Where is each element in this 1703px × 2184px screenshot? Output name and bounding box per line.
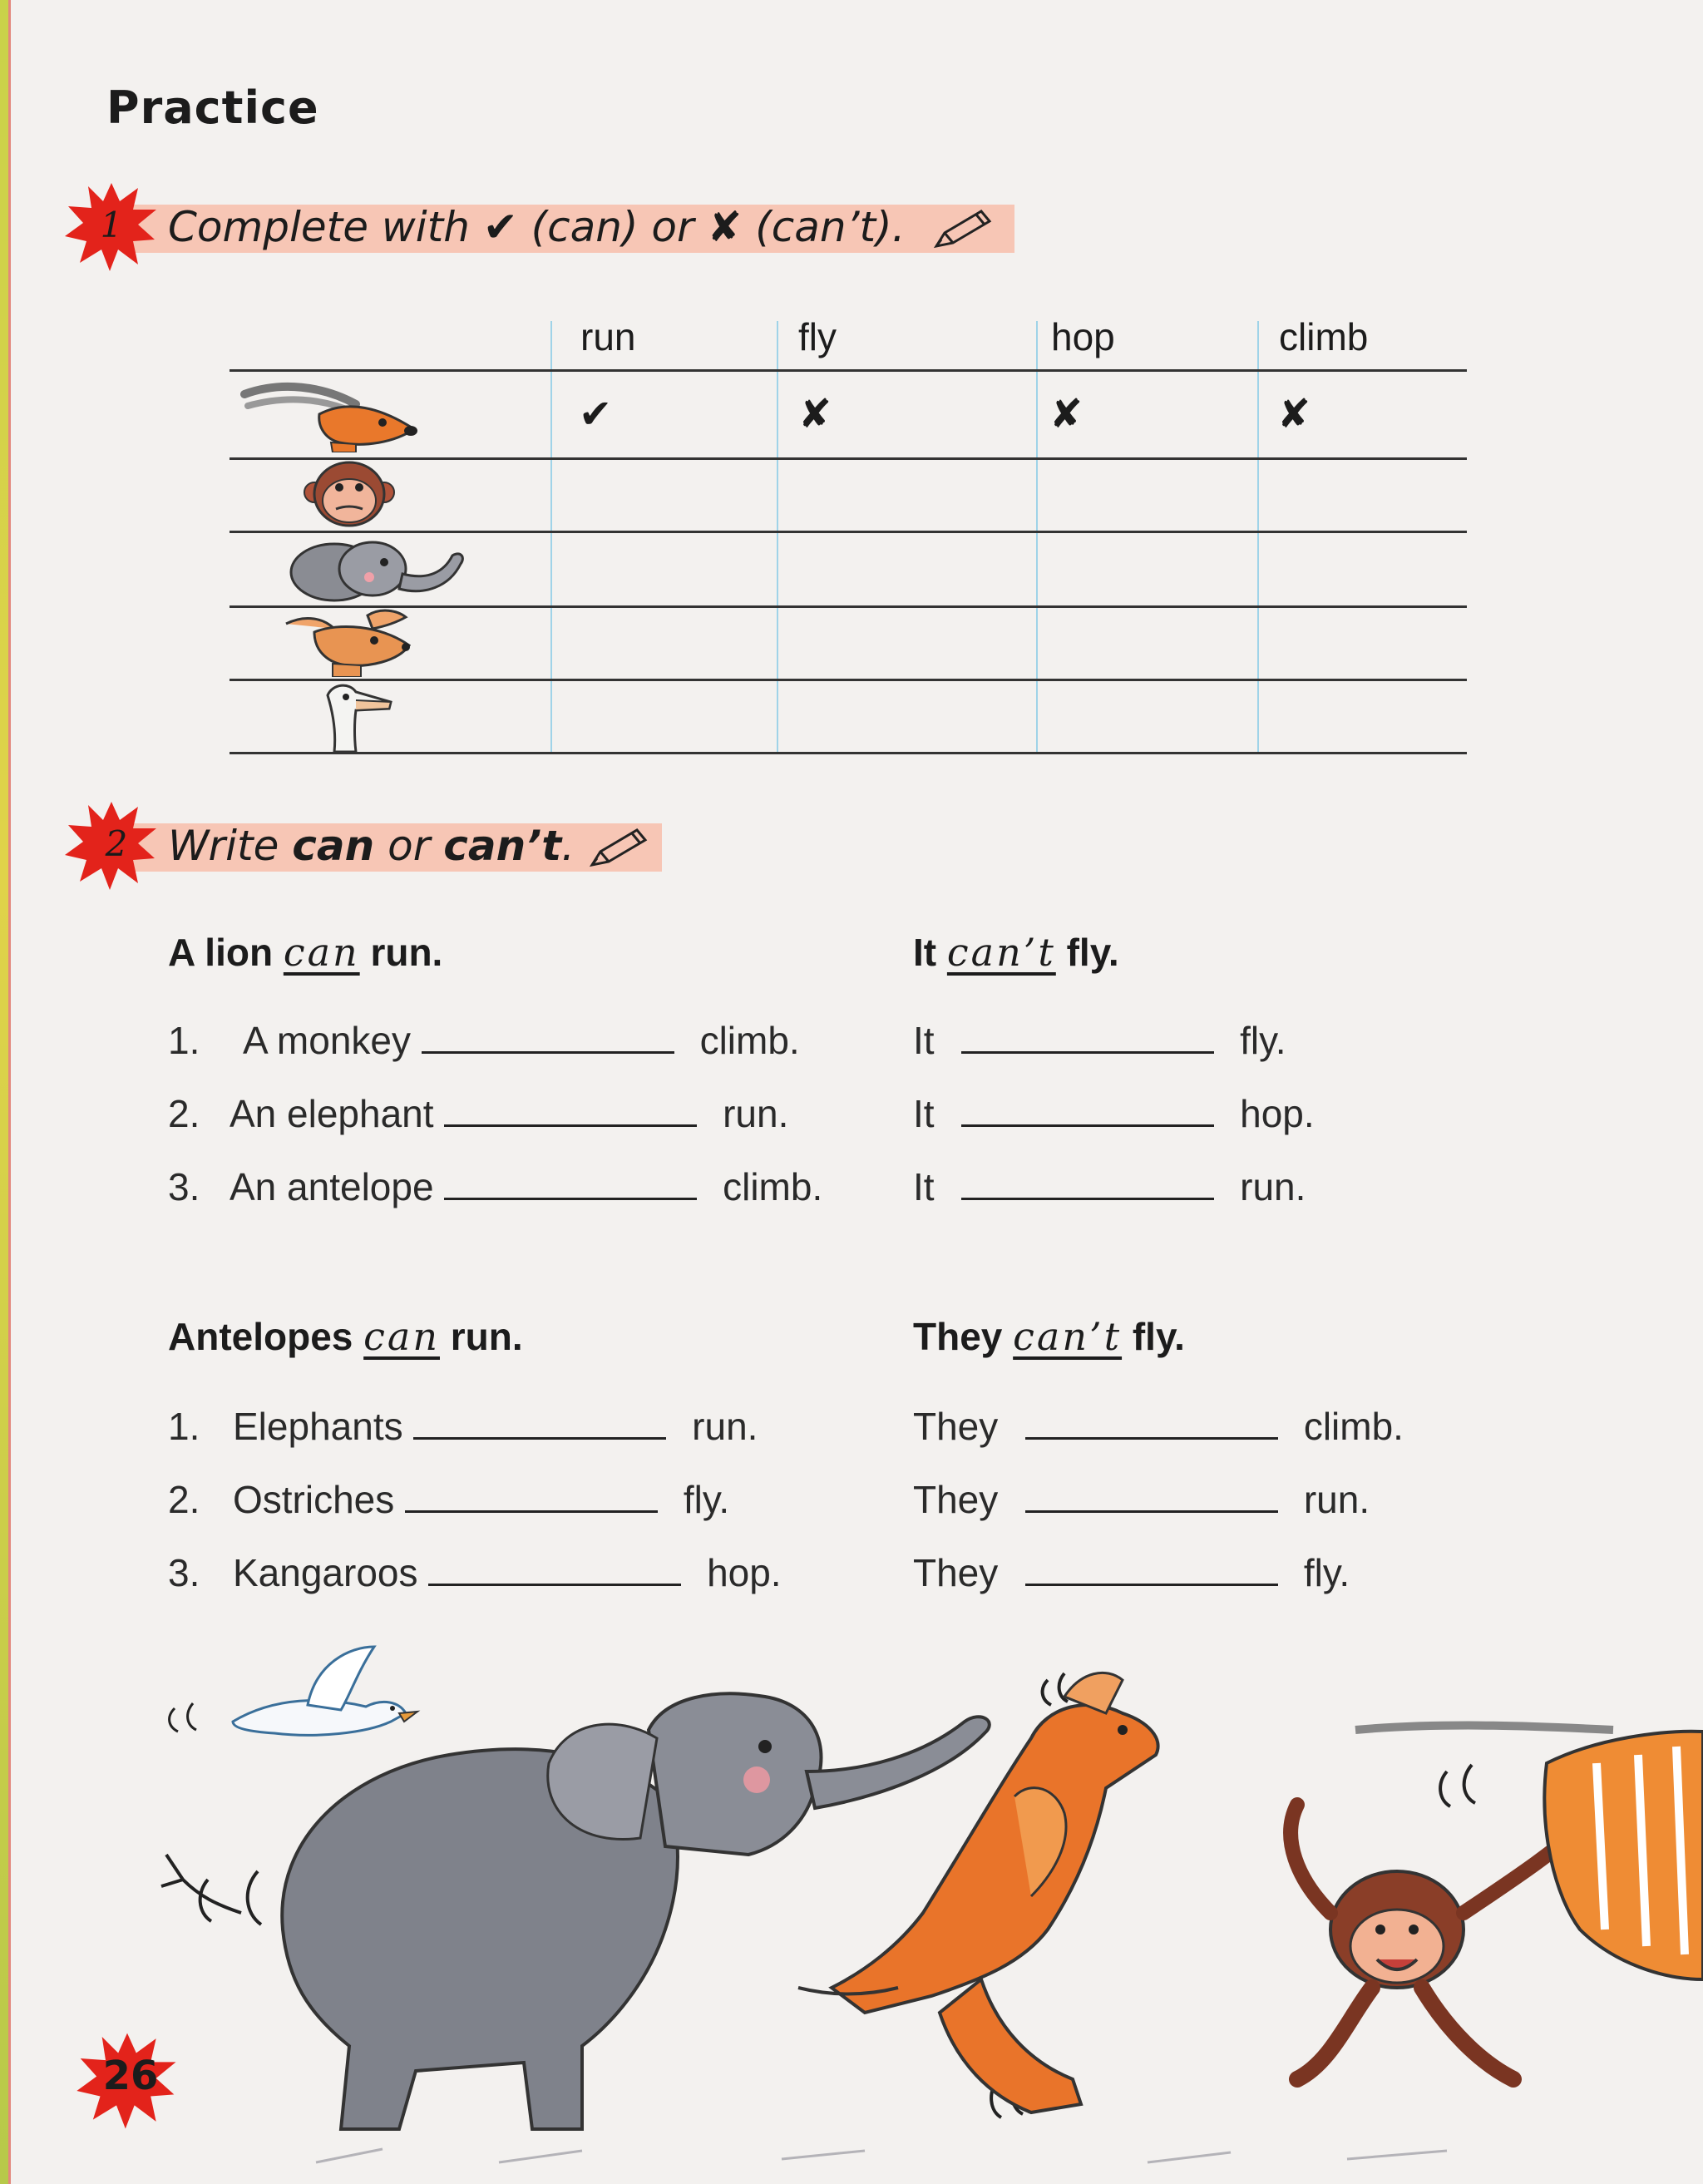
antelope-head-icon bbox=[239, 376, 422, 452]
answer-blank[interactable] bbox=[1025, 1583, 1278, 1586]
handwritten-answer: can’t bbox=[946, 930, 1056, 975]
monkey-head-icon bbox=[303, 459, 396, 529]
column-divider bbox=[550, 321, 552, 752]
column-divider bbox=[777, 321, 778, 752]
mark-antelope-run: ✔ bbox=[579, 391, 613, 437]
exercise-2-instruction bbox=[168, 822, 575, 870]
column-divider bbox=[1257, 321, 1259, 752]
answer-blank[interactable] bbox=[961, 1197, 1214, 1200]
table-rule bbox=[230, 752, 1467, 754]
sentence-item-right: They climb. bbox=[913, 1405, 1404, 1448]
instruction-period: . bbox=[561, 822, 575, 870]
page-number: 26 bbox=[102, 2053, 159, 2099]
kangaroo-head-icon bbox=[281, 607, 414, 677]
cross-icon: ✘ bbox=[707, 203, 743, 251]
page-spine-stripe bbox=[8, 0, 11, 2184]
running-animals-illustration bbox=[150, 1630, 1703, 2179]
page-title: Practice bbox=[106, 82, 319, 134]
column-divider bbox=[1036, 321, 1038, 752]
answer-blank[interactable] bbox=[444, 1197, 697, 1200]
table-rule bbox=[230, 457, 1467, 460]
elephant-head-icon bbox=[286, 532, 469, 604]
elephant-illustration bbox=[161, 1693, 990, 2129]
example-sentence-left: A lion can run. bbox=[168, 930, 443, 975]
instruction-can-text: (can) or bbox=[531, 203, 694, 251]
handwritten-answer: can bbox=[283, 930, 360, 975]
exercise-1-instruction bbox=[168, 203, 906, 251]
answer-blank[interactable] bbox=[444, 1124, 697, 1127]
mark-antelope-fly: ✘ bbox=[798, 391, 832, 437]
sentence-item: 3. An antelope climb. bbox=[168, 1165, 823, 1208]
answer-blank[interactable] bbox=[428, 1583, 681, 1586]
ostrich-head-icon bbox=[316, 680, 399, 752]
instruction-cant-text: (can’t). bbox=[755, 203, 906, 251]
instruction-text: Write bbox=[168, 822, 279, 870]
example-sentence-right: They can’t fly. bbox=[913, 1314, 1185, 1359]
sentence-item-right: They fly. bbox=[913, 1551, 1350, 1594]
sentence-item: 2. An elephant run. bbox=[168, 1092, 789, 1135]
column-header-climb: climb bbox=[1279, 315, 1369, 358]
answer-blank[interactable] bbox=[1025, 1436, 1278, 1440]
table-rule bbox=[230, 605, 1467, 608]
sentence-item: 1. A monkey climb. bbox=[168, 1019, 800, 1062]
instruction-text: Complete with bbox=[168, 203, 470, 251]
answer-blank[interactable] bbox=[1025, 1510, 1278, 1513]
bird-illustration bbox=[170, 1647, 417, 1735]
answer-blank[interactable] bbox=[405, 1510, 658, 1513]
check-icon: ✔ bbox=[482, 203, 518, 251]
page-spine-edge bbox=[0, 0, 8, 2184]
sentence-item: 3. Kangaroos hop. bbox=[168, 1551, 782, 1594]
column-header-run: run bbox=[580, 315, 636, 358]
mark-antelope-hop: ✘ bbox=[1049, 391, 1084, 437]
table-rule bbox=[230, 369, 1467, 372]
exercise-2-number: 2 bbox=[105, 823, 128, 864]
exercise-1-number: 1 bbox=[100, 205, 123, 245]
answer-blank[interactable] bbox=[413, 1436, 666, 1440]
column-header-hop: hop bbox=[1051, 315, 1115, 358]
sentence-item-right: They run. bbox=[913, 1478, 1370, 1521]
example-sentence-left: Antelopes can run. bbox=[168, 1314, 523, 1359]
column-header-fly: fly bbox=[798, 315, 837, 358]
example-sentence-right: It can’t fly. bbox=[913, 930, 1119, 975]
answer-blank[interactable] bbox=[961, 1124, 1214, 1127]
sentence-item-right: It hop. bbox=[913, 1092, 1315, 1135]
instruction-word-cant: can’t bbox=[443, 822, 562, 870]
table-rule bbox=[230, 679, 1467, 681]
pencil-icon bbox=[585, 825, 652, 872]
sentence-item: 1. Elephants run. bbox=[168, 1405, 758, 1448]
sentence-item: 2. Ostriches fly. bbox=[168, 1478, 730, 1521]
handwritten-answer: can’t bbox=[1013, 1314, 1123, 1359]
pencil-icon bbox=[930, 206, 996, 253]
handwritten-answer: can bbox=[363, 1314, 440, 1359]
sentence-item-right: It run. bbox=[913, 1165, 1306, 1208]
answer-blank[interactable] bbox=[961, 1050, 1214, 1054]
answer-blank[interactable] bbox=[422, 1050, 674, 1054]
instruction-or: or bbox=[387, 822, 431, 870]
mark-antelope-climb: ✘ bbox=[1277, 391, 1311, 437]
sentence-item-right: It fly. bbox=[913, 1019, 1286, 1062]
instruction-word-can: can bbox=[292, 822, 375, 870]
